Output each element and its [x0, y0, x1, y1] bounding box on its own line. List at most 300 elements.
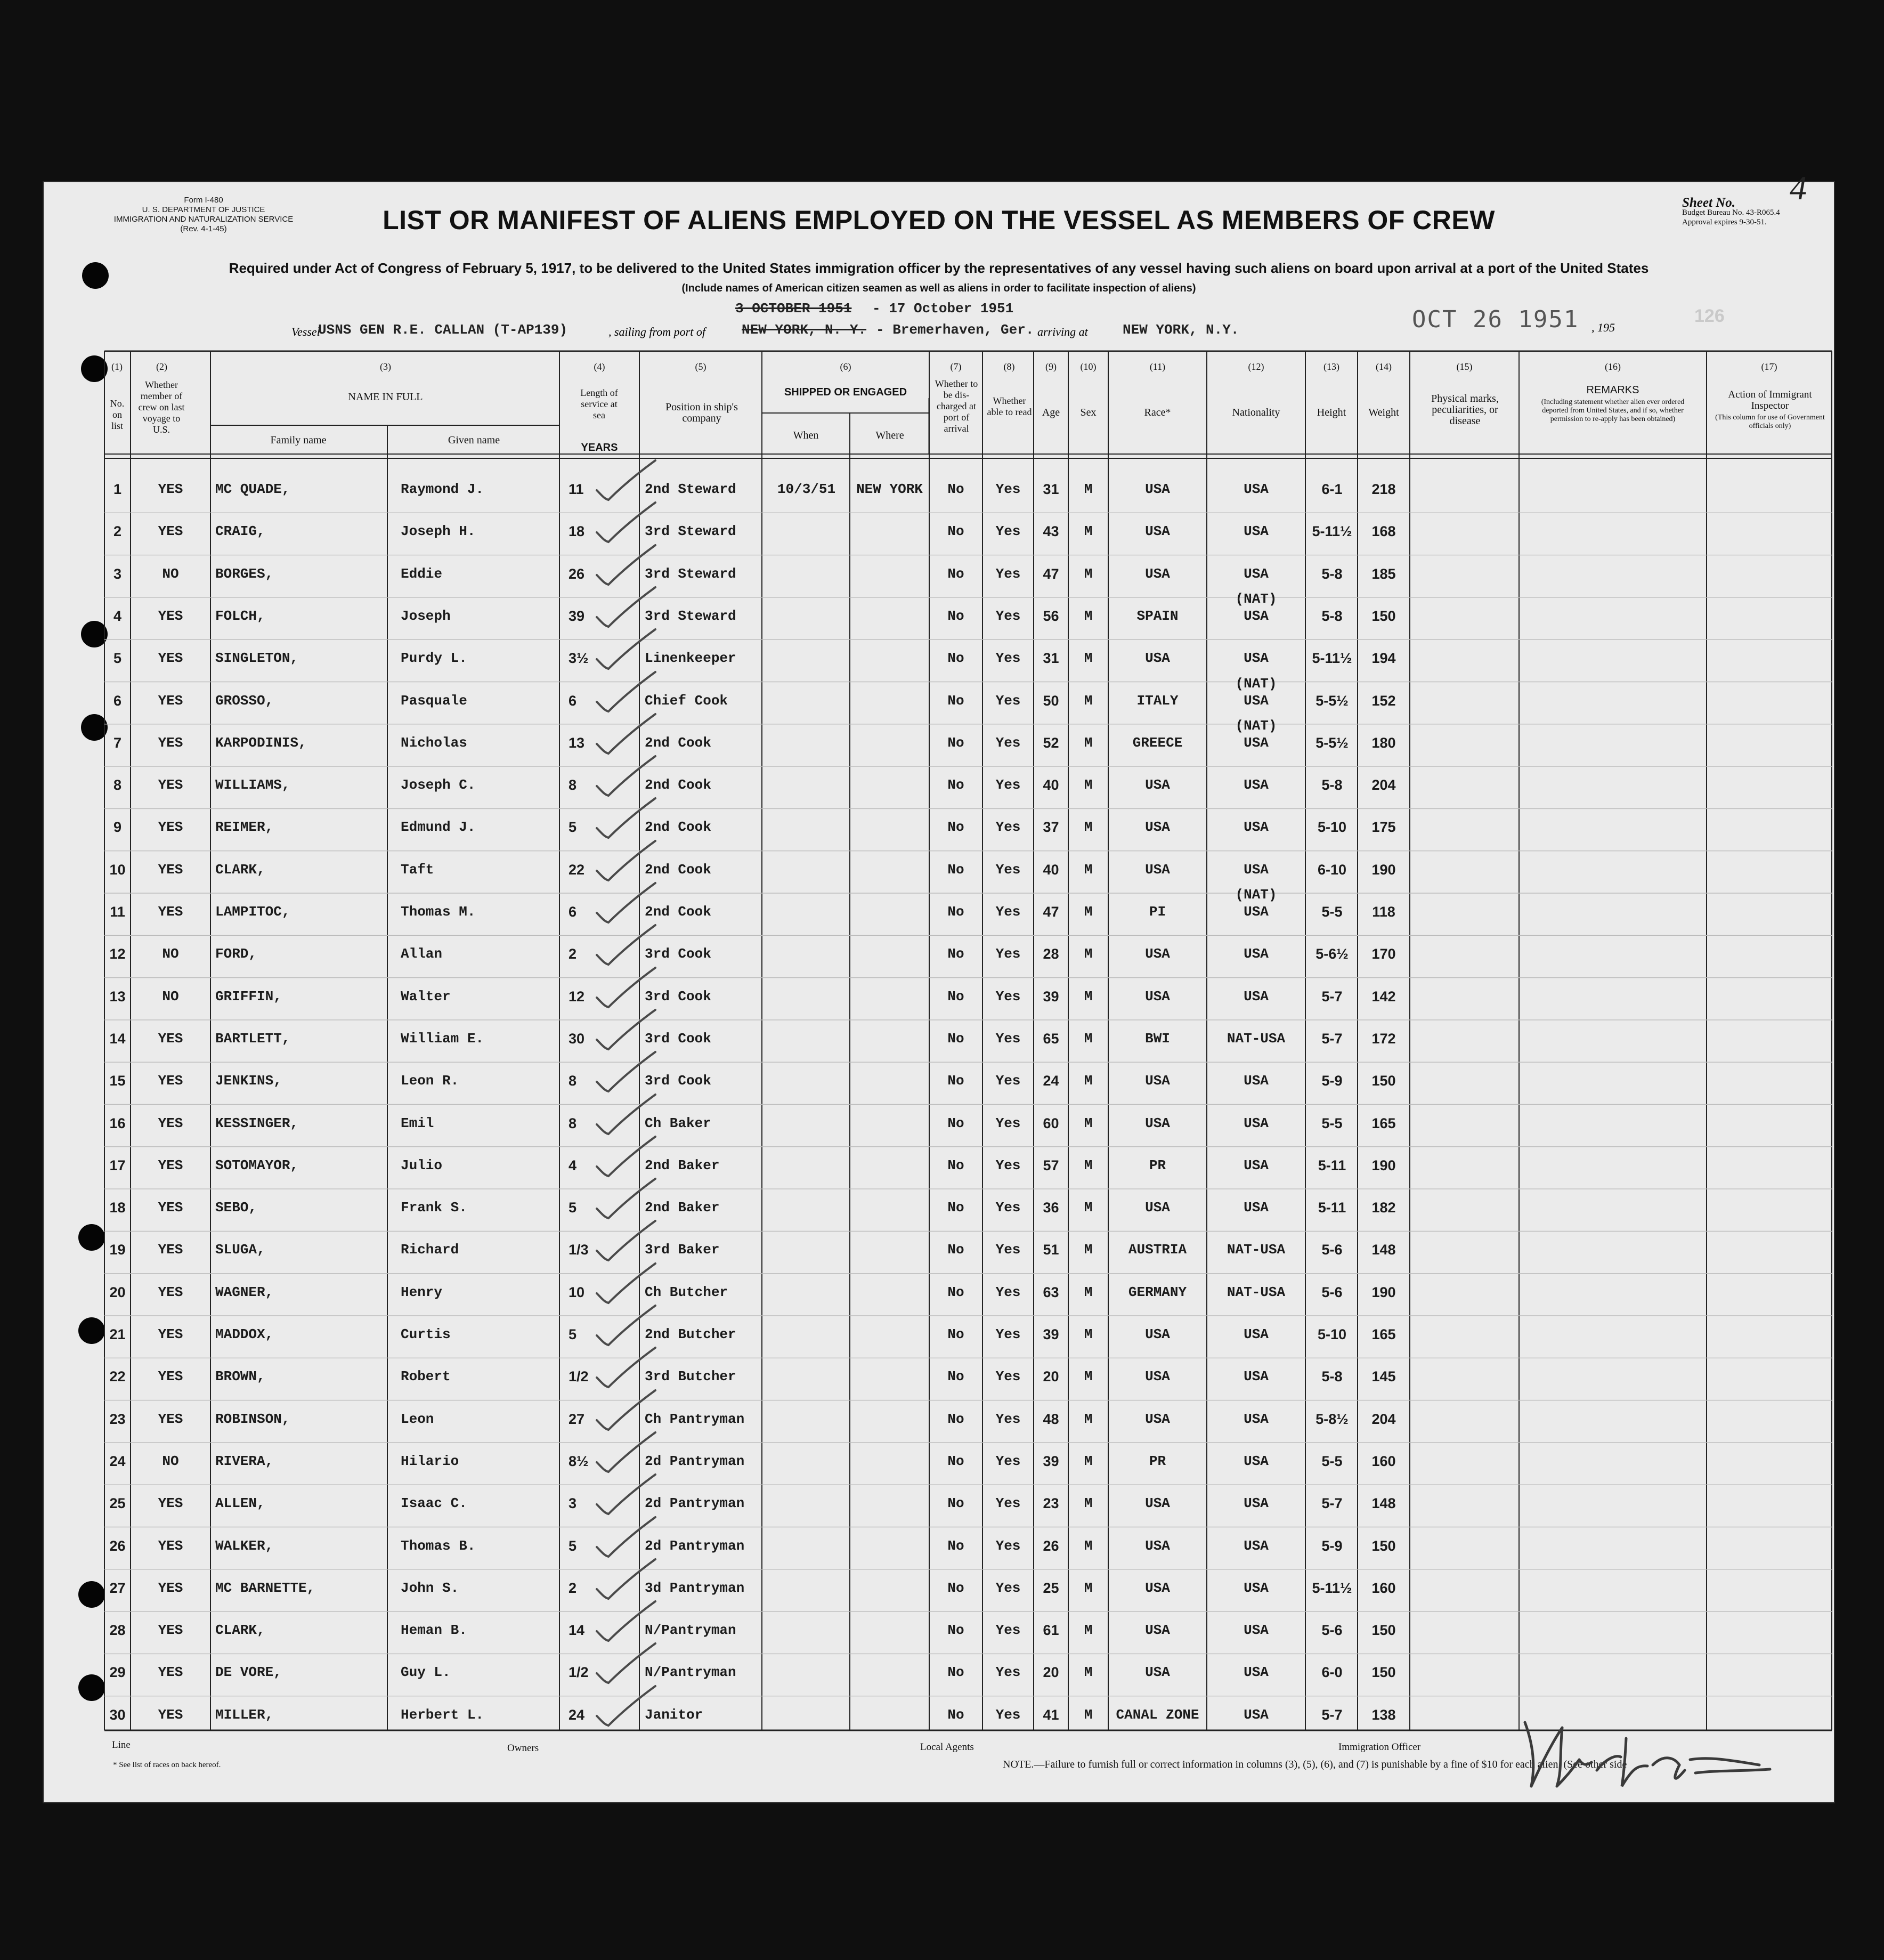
cell-position: 3rd Steward: [645, 565, 736, 582]
cell-given: William E.: [401, 1030, 484, 1047]
cell-crew: YES: [158, 1326, 183, 1342]
cell-family: CLARK,: [215, 1622, 265, 1639]
col12-header: Nationality: [1232, 407, 1280, 418]
cell-nat: USA: [1244, 1453, 1269, 1469]
cell-read: Yes: [995, 861, 1021, 878]
col16-number: (16): [1605, 361, 1621, 372]
cell-nat: USA: [1244, 1411, 1269, 1427]
cell-crew: YES: [158, 819, 183, 836]
check-mark: [592, 1429, 656, 1477]
cell-position: 3rd Cook: [645, 1030, 711, 1047]
cell-height: 5-5: [1321, 1115, 1343, 1131]
col8-number: (8): [1003, 361, 1015, 372]
cell-age: 41: [1043, 1706, 1059, 1723]
cell-weight: 160: [1371, 1453, 1396, 1469]
cell-nat: USA: [1244, 481, 1269, 497]
cell-position: 3rd Cook: [645, 946, 711, 962]
cell-sex: M: [1084, 988, 1093, 1005]
footer-line-label: Line: [112, 1739, 131, 1751]
cell-read: Yes: [995, 1200, 1021, 1216]
cell-read: Yes: [995, 565, 1021, 582]
cell-race: USA: [1145, 1326, 1170, 1342]
check-mark: [592, 1302, 656, 1350]
cell-height: 5-11½: [1312, 650, 1352, 667]
col6-when-header: When: [793, 430, 819, 441]
cell-family: BARTLETT,: [215, 1030, 290, 1047]
cell-race: USA: [1145, 1622, 1170, 1639]
cell-read: Yes: [995, 608, 1021, 624]
cell-sex: M: [1084, 946, 1093, 962]
cell-race: SPAIN: [1136, 608, 1179, 624]
cell-nat: USA: [1244, 523, 1269, 540]
cell-crew: YES: [158, 1284, 183, 1300]
cell-height: 5-11½: [1312, 1580, 1352, 1596]
cell-age: 24: [1043, 1073, 1059, 1089]
cell-position: 2nd Cook: [645, 861, 711, 878]
cell-crew: YES: [158, 1537, 183, 1554]
cell-age: 28: [1043, 946, 1059, 962]
cell-family: WILLIAMS,: [215, 777, 290, 793]
cell-sex: M: [1084, 1495, 1093, 1512]
cell-nat: USA: [1244, 734, 1269, 751]
cell-height: 6-0: [1321, 1664, 1343, 1681]
cell-crew: YES: [158, 608, 183, 624]
cell-race: GREECE: [1132, 734, 1183, 751]
cell-family: LAMPITOC,: [215, 904, 290, 920]
cell-age: 50: [1043, 692, 1059, 709]
cell-weight: 190: [1371, 1157, 1396, 1173]
col10-header: Sex: [1080, 407, 1097, 418]
cell-read: Yes: [995, 1706, 1021, 1723]
cell-height: 5-5: [1321, 904, 1343, 920]
cell-crew: YES: [158, 1030, 183, 1047]
cell-nat: USA: [1244, 1073, 1269, 1089]
cell-family: KARPODINIS,: [215, 734, 307, 751]
approval-expires: Approval expires 9-30-51.: [1682, 218, 1767, 226]
col17-subheader: (This column for use of Government officials only): [1715, 414, 1825, 430]
faint-stamp-number: 126: [1694, 306, 1725, 326]
check-mark: [592, 1218, 656, 1266]
cell-years: 3½: [569, 650, 589, 667]
cell-nat: USA: [1244, 1368, 1269, 1385]
cell-years: 22: [569, 861, 585, 878]
cell-read: Yes: [995, 1284, 1021, 1300]
cell-years: 1/2: [569, 1664, 589, 1681]
cell-discharged: No: [947, 1453, 964, 1469]
col16-header: REMARKS: [1586, 384, 1639, 396]
cell-given: Richard: [401, 1242, 459, 1258]
cell-age: 31: [1043, 481, 1059, 497]
inspector-signature: [1482, 1706, 1781, 1802]
cell-weight: 170: [1371, 946, 1396, 962]
include-note: (Include names of American citizen seamen as well as aliens in order to facilitate inspection of aliens): [681, 282, 1196, 294]
col13-header: Height: [1317, 407, 1346, 418]
col17-number: (17): [1761, 361, 1777, 372]
cell-discharged: No: [947, 481, 964, 497]
cell-no: 22: [109, 1368, 126, 1385]
cell-weight: 145: [1371, 1368, 1396, 1385]
cell-weight: 150: [1371, 1622, 1396, 1639]
col3-given-header: Given name: [448, 434, 500, 446]
cell-crew: NO: [162, 946, 179, 962]
cell-years: 8: [569, 1073, 577, 1089]
cell-no: 5: [113, 650, 122, 667]
cell-sex: M: [1084, 1411, 1093, 1427]
cell-given: Hilario: [401, 1453, 459, 1469]
cell-crew: YES: [158, 692, 183, 709]
cell-read: Yes: [995, 1115, 1021, 1131]
races-note: * See list of races on back hereof.: [113, 1761, 221, 1769]
cell-height: 5-9: [1321, 1537, 1343, 1554]
cell-family: CLARK,: [215, 861, 265, 878]
check-mark: [592, 1387, 656, 1435]
cell-crew: NO: [162, 565, 179, 582]
cell-position: 2nd Steward: [645, 481, 736, 497]
cell-given: Purdy L.: [401, 650, 467, 667]
subtitle: Required under Act of Congress of February 5, 1917, to be delivered to the United States immigration officer by the representatives of any vessel having such aliens on board upon arrival at a port of the United States: [229, 260, 1649, 276]
cell-discharged: No: [947, 1284, 964, 1300]
col4-years: YEARS: [581, 442, 618, 453]
cell-nat: NAT-USA: [1227, 1030, 1286, 1047]
check-mark: [592, 1556, 656, 1604]
cell-weight: 182: [1371, 1200, 1396, 1216]
sailing-label: , sailing from port of: [608, 325, 705, 338]
cell-read: Yes: [995, 904, 1021, 920]
cell-discharged: No: [947, 946, 964, 962]
cell-discharged: No: [947, 1073, 964, 1089]
cell-age: 39: [1043, 1453, 1059, 1469]
cell-race: USA: [1145, 1115, 1170, 1131]
cell-nat: USA: [1244, 988, 1269, 1005]
cell-position: 3rd Cook: [645, 1073, 711, 1089]
cell-read: Yes: [995, 1411, 1021, 1427]
cell-family: RIVERA,: [215, 1453, 274, 1469]
cell-given: Eddie: [401, 565, 443, 582]
cell-crew: YES: [158, 734, 183, 751]
cell-age: 52: [1043, 734, 1059, 751]
cell-no: 25: [109, 1495, 126, 1512]
cell-position: 3rd Steward: [645, 608, 736, 624]
check-mark: [592, 1683, 656, 1731]
cell-sex: M: [1084, 1242, 1093, 1258]
check-mark: [592, 1598, 656, 1646]
cell-read: Yes: [995, 988, 1021, 1005]
cell-family: SEBO,: [215, 1200, 257, 1216]
cell-nat: USA: [1244, 1157, 1269, 1173]
cell-given: Edmund J.: [401, 819, 476, 836]
cell-given: Julio: [401, 1157, 443, 1173]
cell-sex: M: [1084, 734, 1093, 751]
col3-header: NAME IN FULL: [348, 391, 423, 403]
cell-no: 28: [109, 1622, 126, 1639]
cell-discharged: No: [947, 692, 964, 709]
cell-family: CRAIG,: [215, 523, 265, 540]
cell-no: 20: [109, 1284, 126, 1300]
cell-no: 24: [109, 1453, 126, 1469]
cell-nat: USA: [1244, 565, 1269, 582]
cell-crew: YES: [158, 1242, 183, 1258]
cell-race: PR: [1149, 1157, 1166, 1173]
cell-race: USA: [1145, 1580, 1170, 1596]
cell-where: NEW YORK: [856, 481, 923, 497]
cell-age: 57: [1043, 1157, 1059, 1173]
cell-discharged: No: [947, 1242, 964, 1258]
cell-sex: M: [1084, 1157, 1093, 1173]
cell-discharged: No: [947, 904, 964, 920]
cell-given: Guy L.: [401, 1664, 451, 1681]
cell-nat-note: (NAT): [1235, 887, 1277, 903]
cell-age: 25: [1043, 1580, 1059, 1596]
cell-no: 10: [109, 861, 126, 878]
cell-nat: NAT-USA: [1227, 1284, 1286, 1300]
cell-sex: M: [1084, 1030, 1093, 1047]
cell-race: USA: [1145, 1073, 1170, 1089]
cell-race: USA: [1145, 1495, 1170, 1512]
cell-nat: USA: [1244, 1706, 1269, 1723]
cell-weight: 190: [1371, 1284, 1396, 1300]
cell-height: 6-1: [1321, 481, 1343, 497]
cell-race: PR: [1149, 1453, 1166, 1469]
cell-years: 30: [569, 1030, 585, 1047]
cell-discharged: No: [947, 1157, 964, 1173]
cell-age: 61: [1043, 1622, 1059, 1639]
cell-family: SLUGA,: [215, 1242, 265, 1258]
cell-read: Yes: [995, 481, 1021, 497]
cell-sex: M: [1084, 1200, 1093, 1216]
col11-number: (11): [1149, 361, 1166, 372]
col3-number: (3): [380, 361, 391, 372]
cell-given: Isaac C.: [401, 1495, 467, 1512]
cell-position: N/Pantryman: [645, 1664, 736, 1681]
cell-race: AUSTRIA: [1128, 1242, 1187, 1258]
cell-race: USA: [1145, 1537, 1170, 1554]
cell-weight: 175: [1371, 819, 1396, 836]
cell-no: 4: [113, 608, 122, 624]
check-mark: [592, 711, 656, 759]
cell-nat: USA: [1244, 819, 1269, 836]
cell-weight: 185: [1371, 565, 1396, 582]
col3-family-header: Family name: [270, 434, 327, 446]
col14-header: Weight: [1368, 407, 1399, 418]
col5-number: (5): [695, 361, 706, 372]
col15-header: Physical marks, peculiarities, or disease: [1431, 393, 1499, 427]
col1-number: (1): [111, 361, 123, 372]
cell-no: 18: [109, 1200, 126, 1216]
check-mark: [592, 922, 656, 970]
check-mark: [592, 1091, 656, 1139]
cell-nat-note: (NAT): [1235, 717, 1277, 734]
cell-family: FOLCH,: [215, 608, 265, 624]
cell-no: 8: [113, 777, 122, 793]
cell-height: 5-6: [1321, 1284, 1343, 1300]
cell-no: 11: [110, 904, 125, 920]
manifest-sheet: [44, 169, 1834, 1802]
cell-race: USA: [1145, 777, 1170, 793]
cell-no: 12: [109, 946, 126, 962]
cell-sex: M: [1084, 1622, 1093, 1639]
cell-read: Yes: [995, 692, 1021, 709]
cell-read: Yes: [995, 1537, 1021, 1554]
cell-no: 15: [109, 1073, 126, 1089]
check-mark: [592, 1133, 656, 1181]
cell-race: BWI: [1145, 1030, 1170, 1047]
cell-given: Walter: [401, 988, 451, 1005]
cell-height: 5-7: [1321, 988, 1343, 1005]
cell-race: CANAL ZONE: [1116, 1706, 1199, 1723]
cell-given: Pasquale: [401, 692, 467, 709]
cell-age: 39: [1043, 1326, 1059, 1342]
cell-position: Linenkeeper: [645, 650, 736, 667]
cell-position: N/Pantryman: [645, 1622, 736, 1639]
cell-no: 13: [109, 988, 126, 1005]
cell-years: 39: [569, 608, 585, 624]
cell-discharged: No: [947, 608, 964, 624]
cell-crew: YES: [158, 1073, 183, 1089]
cell-sex: M: [1084, 1664, 1093, 1681]
cell-given: Henry: [401, 1284, 443, 1300]
cell-read: Yes: [995, 1242, 1021, 1258]
cell-weight: 204: [1371, 777, 1396, 793]
cell-years: 5: [569, 1537, 577, 1554]
cell-position: 2nd Baker: [645, 1157, 720, 1173]
cell-discharged: No: [947, 650, 964, 667]
sailing-date: - 17 October 1951: [872, 301, 1014, 317]
cell-nat: USA: [1244, 650, 1269, 667]
cell-discharged: No: [947, 1030, 964, 1047]
check-mark: [592, 1345, 656, 1392]
cell-family: JENKINS,: [215, 1073, 282, 1089]
cell-position: Ch Baker: [645, 1115, 711, 1131]
cell-years: 14: [569, 1622, 585, 1639]
check-mark: [592, 499, 656, 547]
cell-height: 5-5½: [1315, 692, 1349, 709]
cell-discharged: No: [947, 1368, 964, 1385]
cell-years: 10: [569, 1284, 585, 1300]
cell-crew: YES: [158, 1622, 183, 1639]
cell-weight: 165: [1371, 1326, 1396, 1342]
form-revision: (Rev. 4-1-45): [180, 224, 227, 233]
cell-age: 26: [1043, 1537, 1059, 1554]
original-sailing-date: 3 OCTOBER 1951: [735, 301, 852, 317]
cell-family: WAGNER,: [215, 1284, 274, 1300]
check-mark: [592, 542, 656, 590]
cell-no: 3: [113, 565, 122, 582]
cell-nat: USA: [1244, 1622, 1269, 1639]
cell-weight: 194: [1371, 650, 1396, 667]
col5-header: Position in ship's company: [665, 401, 738, 424]
cell-race: PI: [1149, 904, 1166, 920]
cell-no: 16: [109, 1115, 126, 1131]
cell-crew: YES: [158, 650, 183, 667]
cell-family: ALLEN,: [215, 1495, 265, 1512]
cell-age: 47: [1043, 565, 1059, 582]
cell-height: 5-10: [1317, 819, 1347, 836]
cell-no: 17: [109, 1157, 126, 1173]
cell-years: 26: [569, 565, 585, 582]
sheet-label: Sheet No.: [1682, 196, 1735, 210]
cell-weight: 168: [1371, 523, 1396, 540]
cell-weight: 118: [1372, 904, 1395, 920]
cell-position: 2nd Cook: [645, 777, 711, 793]
cell-sex: M: [1084, 692, 1093, 709]
cell-crew: NO: [162, 988, 179, 1005]
cell-height: 5-8½: [1315, 1411, 1349, 1427]
cell-weight: 172: [1371, 1030, 1396, 1047]
cell-height: 5-7: [1321, 1030, 1343, 1047]
cell-family: MADDOX,: [215, 1326, 274, 1342]
cell-position: Ch Butcher: [645, 1284, 728, 1300]
cell-race: USA: [1145, 1200, 1170, 1216]
cell-discharged: No: [947, 861, 964, 878]
cell-position: Chief Cook: [645, 692, 728, 709]
cell-age: 43: [1043, 523, 1059, 540]
cell-sex: M: [1084, 565, 1093, 582]
col8-header: Whether able to read: [987, 395, 1032, 417]
cell-age: 40: [1043, 861, 1059, 878]
cell-family: BROWN,: [215, 1368, 265, 1385]
col11-header: Race*: [1144, 407, 1171, 418]
col4-header: Length of service at sea: [580, 387, 618, 420]
cell-age: 60: [1043, 1115, 1059, 1131]
cell-nat: USA: [1244, 1115, 1269, 1131]
cell-age: 39: [1043, 988, 1059, 1005]
cell-read: Yes: [995, 1368, 1021, 1385]
cell-read: Yes: [995, 650, 1021, 667]
cell-crew: YES: [158, 1580, 183, 1596]
department: U. S. DEPARTMENT OF JUSTICE: [142, 205, 265, 214]
cell-nat: USA: [1244, 946, 1269, 962]
col15-number: (15): [1456, 361, 1473, 372]
cell-given: Heman B.: [401, 1622, 467, 1639]
cell-given: Thomas M.: [401, 904, 476, 920]
cell-given: Emil: [401, 1115, 434, 1131]
cell-family: SINGLETON,: [215, 650, 299, 667]
cell-height: 5-11: [1318, 1157, 1346, 1173]
cell-discharged: No: [947, 1411, 964, 1427]
cell-sex: M: [1084, 523, 1093, 540]
cell-crew: YES: [158, 481, 183, 497]
cell-family: GROSSO,: [215, 692, 274, 709]
form-number: Form I-480: [184, 196, 223, 205]
cell-nat: USA: [1244, 1664, 1269, 1681]
cell-years: 5: [569, 1326, 577, 1342]
cell-height: 5-8: [1321, 777, 1343, 793]
cell-height: 5-8: [1321, 565, 1343, 582]
page-title: LIST OR MANIFEST OF ALIENS EMPLOYED ON THE VESSEL AS MEMBERS OF CREW: [383, 205, 1495, 235]
vessel-name: USNS GEN R.E. CALLAN (T-AP139): [318, 322, 568, 338]
cell-sex: M: [1084, 1706, 1093, 1723]
check-mark: [592, 1176, 656, 1224]
cell-crew: NO: [162, 1453, 179, 1469]
cell-position: 2nd Cook: [645, 734, 711, 751]
footer-officer-label: Immigration Officer: [1338, 1742, 1421, 1753]
cell-race: USA: [1145, 1411, 1170, 1427]
cell-height: 5-7: [1321, 1495, 1343, 1512]
cell-race: ITALY: [1136, 692, 1179, 709]
cell-read: Yes: [995, 1326, 1021, 1342]
cell-age: 40: [1043, 777, 1059, 793]
cell-age: 20: [1043, 1664, 1059, 1681]
cell-nat: USA: [1244, 777, 1269, 793]
budget-bureau: Budget Bureau No. 43-R065.4: [1682, 208, 1780, 217]
cell-sex: M: [1084, 1368, 1093, 1385]
col2-header: Whether member of crew on last voyage to U.S.: [138, 379, 185, 435]
cell-race: USA: [1145, 523, 1170, 540]
cell-given: Leon R.: [401, 1073, 459, 1089]
cell-family: BORGES,: [215, 565, 274, 582]
footer-agents-label: Local Agents: [920, 1742, 974, 1753]
col6-where-header: Where: [875, 430, 904, 441]
